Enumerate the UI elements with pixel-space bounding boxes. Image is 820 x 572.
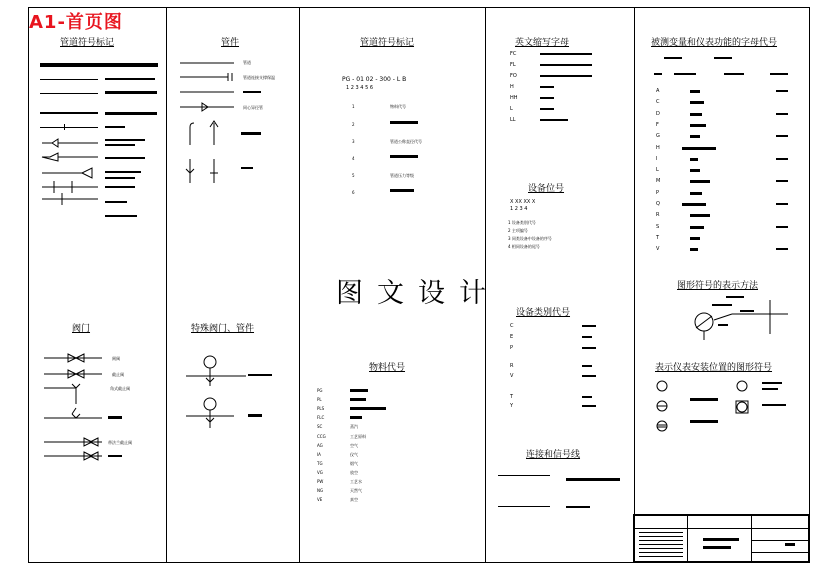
abbrev-bar bbox=[540, 86, 554, 88]
pipe-code-positions: 1 2 3 4 5 6 bbox=[346, 85, 374, 91]
label-bar bbox=[566, 478, 620, 481]
measured-bar bbox=[690, 180, 710, 183]
pipe-code-num: 3 bbox=[352, 139, 355, 144]
connection-line bbox=[498, 475, 550, 476]
line-bold bbox=[40, 112, 98, 114]
watermark-text: 图文设计 bbox=[336, 278, 500, 309]
measured-bar bbox=[690, 113, 702, 116]
equip-cat-bar bbox=[582, 405, 596, 407]
equip-note: 4 相同设备的尾号 bbox=[508, 244, 540, 249]
fitting-label: 管道 bbox=[243, 60, 251, 65]
label-bar bbox=[105, 186, 135, 188]
measured-letter: A bbox=[656, 88, 660, 94]
section-equipment-no: 设备位号 bbox=[528, 184, 565, 194]
measured-letter: R bbox=[656, 212, 660, 219]
fitting-label: 同心异径管 bbox=[243, 105, 263, 110]
material-label: 仪气 bbox=[350, 451, 358, 457]
label-bar bbox=[241, 132, 261, 135]
measured-bar bbox=[776, 180, 788, 182]
equip-cat-bar bbox=[582, 347, 596, 349]
valve-label: 闸阀 bbox=[112, 356, 120, 361]
column-divider bbox=[166, 7, 167, 563]
tick bbox=[64, 124, 65, 130]
label-bar bbox=[105, 91, 157, 94]
section-material-code: 物料代号 bbox=[369, 363, 406, 373]
section-abbrev: 英文缩写字母 bbox=[515, 38, 570, 48]
measured-bar bbox=[690, 101, 704, 104]
abbrev-bar bbox=[540, 75, 592, 77]
section-pipe-marking: 管道符号标记 bbox=[60, 38, 115, 48]
abbrev-code: FO bbox=[510, 73, 517, 79]
material-bar bbox=[350, 398, 366, 401]
measured-bar bbox=[690, 158, 698, 161]
section-pipe-marking-2: 管道符号标记 bbox=[360, 38, 415, 48]
label-bar bbox=[243, 91, 261, 93]
label-bar bbox=[105, 177, 135, 179]
material-label: 放空 bbox=[350, 469, 358, 475]
material-code: NG bbox=[317, 488, 324, 494]
pipe-code-num: 1 bbox=[352, 104, 355, 109]
equip-cat-code: C bbox=[510, 323, 514, 329]
instrument-position-symbols bbox=[654, 378, 804, 438]
measured-letter: P bbox=[656, 189, 660, 196]
section-connection-signal: 连接和信号线 bbox=[526, 450, 581, 460]
column-divider bbox=[634, 7, 635, 563]
equip-cat-code: T bbox=[510, 394, 514, 400]
material-code: FLC bbox=[317, 415, 325, 421]
measured-bar bbox=[690, 135, 700, 138]
equip-cat-bar bbox=[582, 396, 592, 398]
material-code: AG bbox=[317, 442, 323, 448]
pipe-code-label: 管道公称直径代号 bbox=[390, 139, 422, 144]
label-bar bbox=[108, 416, 122, 419]
tb-row bbox=[635, 528, 808, 529]
abbrev-bar bbox=[540, 97, 554, 99]
label-bar bbox=[105, 201, 127, 203]
label-bar bbox=[241, 167, 253, 169]
measured-bar bbox=[776, 90, 788, 92]
equip-note: 3 同类设备中设备的序号 bbox=[508, 236, 552, 241]
fitting-label: 管道连接支撑保温 bbox=[243, 75, 275, 80]
header-bar bbox=[724, 73, 744, 75]
tb-bar bbox=[703, 546, 731, 549]
label-bar bbox=[108, 455, 122, 457]
special-valve-symbols bbox=[186, 352, 266, 432]
abbrev-code: LL bbox=[510, 117, 516, 123]
pipe-code-num: 4 bbox=[352, 156, 355, 161]
abbrev-code: HH bbox=[510, 95, 518, 101]
graphic-symbol-diagram bbox=[648, 294, 798, 344]
measured-bar bbox=[690, 124, 706, 127]
equip-cat-bar bbox=[582, 325, 596, 327]
line-thin bbox=[40, 93, 98, 94]
equip-code-positions: 1 2 3 4 bbox=[510, 206, 528, 212]
measured-letter: F bbox=[656, 121, 659, 128]
equip-cat-code: P bbox=[510, 345, 514, 351]
label-bar bbox=[105, 78, 155, 80]
measured-bar bbox=[690, 248, 698, 251]
measured-letter: V bbox=[656, 246, 660, 253]
section-special-valves: 特殊阀门、管件 bbox=[191, 324, 255, 334]
measured-letter: Q bbox=[656, 201, 660, 207]
header-bar bbox=[714, 57, 732, 59]
label-bar bbox=[105, 144, 135, 146]
abbrev-code: FL bbox=[510, 62, 516, 68]
equip-note: 1 设备类别代号 bbox=[508, 220, 536, 225]
equip-cat-code: R bbox=[510, 363, 514, 369]
section-graphic-symbols: 图形符号的表示方法 bbox=[677, 281, 759, 291]
page-title: A1-首页图 bbox=[29, 12, 123, 33]
equip-cat-code: Y bbox=[510, 403, 514, 409]
abbrev-code: L bbox=[510, 106, 513, 112]
measured-letter: C bbox=[656, 99, 660, 106]
material-label: 空气 bbox=[350, 442, 358, 448]
measured-bar bbox=[690, 237, 700, 240]
measured-bar bbox=[776, 248, 788, 250]
equip-code-header: X XX XX X bbox=[510, 199, 536, 205]
label-bar bbox=[105, 139, 145, 141]
label-bar bbox=[105, 126, 125, 128]
pipe-code-num: 5 bbox=[352, 173, 355, 178]
valve-label: 截止阀 bbox=[112, 372, 124, 377]
pipe-end-symbols bbox=[38, 135, 100, 205]
equip-cat-bar bbox=[582, 375, 596, 377]
equip-cat-code: E bbox=[510, 334, 514, 340]
title-block bbox=[633, 514, 810, 563]
signal-line bbox=[498, 506, 550, 507]
measured-bar bbox=[682, 203, 706, 206]
measured-bar bbox=[690, 90, 700, 93]
abbrev-bar bbox=[540, 119, 568, 121]
section-valves: 阀门 bbox=[72, 324, 91, 334]
section-equip-category: 设备类别代号 bbox=[516, 308, 571, 318]
header-bar bbox=[770, 73, 788, 75]
material-label: 工艺水 bbox=[350, 479, 362, 484]
measured-letter: H bbox=[656, 144, 660, 151]
pipe-code-label: 管道压力等级 bbox=[390, 173, 414, 178]
equip-note: 2 主项编号 bbox=[508, 228, 528, 233]
material-bar bbox=[350, 416, 362, 419]
equip-cat-code: V bbox=[510, 373, 514, 379]
header-bar bbox=[654, 73, 662, 75]
abbrev-bar bbox=[540, 108, 554, 110]
material-code: VG bbox=[317, 469, 323, 475]
tb-divider bbox=[687, 516, 688, 561]
section-measured-vars: 被测变量和仪表功能的字母代号 bbox=[651, 38, 778, 48]
measured-bar bbox=[776, 113, 788, 115]
label-bar bbox=[105, 171, 141, 173]
valve-label: 带法兰截止阀 bbox=[108, 440, 132, 445]
material-code: CCG bbox=[317, 433, 326, 439]
fitting-symbols bbox=[178, 55, 242, 195]
line-with-tick bbox=[40, 127, 98, 128]
measured-letter: D bbox=[656, 110, 660, 117]
measured-bar bbox=[776, 203, 788, 205]
label-bar bbox=[390, 121, 418, 124]
measured-bar bbox=[690, 226, 704, 229]
material-code: PLS bbox=[317, 406, 325, 412]
measured-letter: G bbox=[656, 133, 660, 140]
material-code: SC bbox=[317, 424, 323, 430]
measured-letter: S bbox=[656, 223, 660, 230]
measured-bar bbox=[690, 169, 700, 172]
tb-row bbox=[751, 540, 810, 541]
tb-bar bbox=[785, 543, 795, 546]
abbrev-code: FC bbox=[510, 51, 517, 57]
tb-grid bbox=[639, 532, 683, 558]
material-code: VE bbox=[317, 497, 323, 503]
label-bar bbox=[390, 155, 418, 158]
valve-symbols bbox=[42, 350, 110, 465]
material-label: 真空 bbox=[350, 497, 358, 503]
tb-row bbox=[751, 552, 810, 553]
material-code: PW bbox=[317, 479, 324, 484]
material-bar bbox=[350, 407, 386, 410]
label-bar bbox=[105, 157, 145, 159]
material-code: IA bbox=[317, 451, 321, 457]
line-thick bbox=[40, 63, 158, 67]
line-medium bbox=[40, 79, 98, 80]
measured-letter: M bbox=[656, 178, 661, 185]
label-bar bbox=[248, 374, 272, 376]
measured-letter: I bbox=[656, 155, 658, 162]
tb-bar bbox=[703, 538, 739, 541]
abbrev-bar bbox=[540, 53, 592, 55]
header-bar bbox=[674, 73, 696, 75]
material-label: 工艺原料 bbox=[350, 433, 366, 439]
header-bar bbox=[664, 57, 682, 59]
measured-letter: L bbox=[656, 167, 659, 174]
measured-bar bbox=[682, 147, 716, 150]
valve-label: 角式截止阀 bbox=[110, 386, 130, 391]
label-bar bbox=[390, 189, 414, 192]
pipe-code-example: PG - 01 02 - 300 - L B bbox=[342, 76, 407, 83]
measured-letter: T bbox=[656, 234, 660, 241]
abbrev-code: H bbox=[510, 84, 514, 90]
equip-cat-bar bbox=[582, 365, 592, 367]
label-bar bbox=[105, 215, 137, 217]
material-code: PG bbox=[317, 388, 323, 393]
measured-bar bbox=[690, 214, 710, 217]
material-code: PL bbox=[317, 397, 322, 403]
pipe-code-num: 6 bbox=[352, 190, 355, 195]
material-label: 蒸汽 bbox=[350, 424, 358, 430]
measured-bar bbox=[690, 192, 702, 195]
label-bar bbox=[248, 414, 262, 417]
column-divider bbox=[299, 7, 300, 563]
label-bar bbox=[566, 506, 590, 508]
measured-bar bbox=[776, 158, 788, 160]
material-label: 天然气 bbox=[350, 488, 362, 494]
material-code: TG bbox=[317, 460, 323, 466]
section-pipe-fittings: 管件 bbox=[221, 38, 240, 48]
abbrev-bar bbox=[540, 64, 592, 66]
pipe-code-label: 物料代号 bbox=[390, 104, 406, 109]
measured-bar bbox=[776, 226, 788, 228]
section-instrument-position: 表示仪表安装位置的图形符号 bbox=[655, 363, 773, 373]
measured-bar bbox=[776, 135, 788, 137]
material-bar bbox=[350, 389, 368, 392]
tb-divider bbox=[751, 516, 752, 561]
material-label: 烟气 bbox=[350, 460, 358, 466]
pipe-code-num: 2 bbox=[352, 122, 355, 127]
equip-cat-bar bbox=[582, 336, 592, 338]
label-bar bbox=[105, 112, 157, 115]
